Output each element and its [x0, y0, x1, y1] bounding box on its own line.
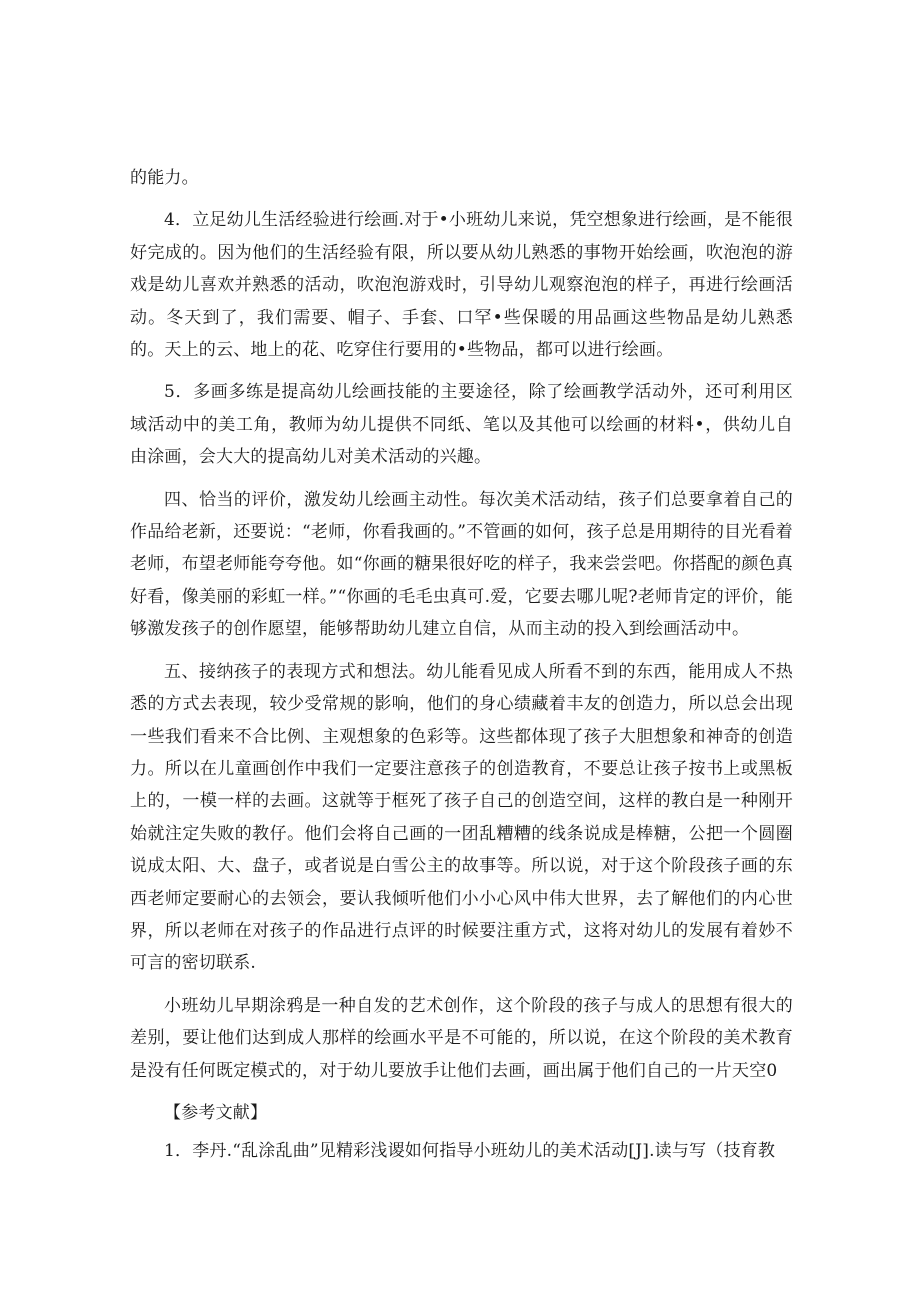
paragraph-section-4: 四、恰当的评价，激发幼儿绘画主动性。每次美术活动结，孩子们总要拿着自己的作品给老新，还要说：“老师，你看我画的。”不管画的如何，孩子总是用期待的目光看着老师，布望老师能夸夸他。如“你画的糖果很好吃的样子，我来尝尝吧。你搭配的颜色真好看，像美丽的彩虹一样。”“你画的毛毛虫真可.爱，它要去哪儿呢?老师肯定的评价，能够激发孩子的创作愿望，能够帮助幼儿建立自信，从而主动的投入到绘画活动中。 — [130, 489, 793, 640]
paragraph-section-5: 五、接纳孩子的表现方式和想法。幼儿能看见成人所看不到的东西，能用成人不热悉的方式去表现，较少受常规的影响，他们的身心绩藏着丰友的创造力，所以总会出现一些我们看来不合比例、主观想象的色彩等。这些都体现了孩子大胆想象和神奇的创造力。所以在儿童画创作中我们一定要注意孩子的创造教育，不要总让孩子按书上或黑板上的，一模一样的去画。这就等于框死了孩子自己的创造空间，这样的教白是一种刚开始就注定失败的教仔。他们会将自己画的一团乱糟糟的线条说成是棒糖，公把一个圆圈说成太阳、大、盘子，或者说是白雪公主的故事等。所以说，对于这个阶段孩子画的东西老师定要耐心的去领会，要认我倾听他们小小心风中伟大世界，去了解他们的内心世界，所以老师在对孩子的作品进行点评的时候要注重方式，这将对幼儿的发展有着妙不可言的密切联系. — [130, 661, 793, 974]
paragraph-continuation: 的能力。 — [130, 168, 199, 188]
references-heading: 【参考文献】 — [164, 1102, 268, 1123]
document-body — [130, 162, 793, 1178]
reference-item: 1．李丹.“乱涂乱曲”见精彩浅谡如何指导小班幼儿的美术活动[J].读与写（技育教 — [164, 1141, 776, 1162]
paragraph-item-4: 4．立足幼儿生活经验进行绘画.对于•小班幼儿来说，凭空想象进行绘画，是不能很好完成的。因为他们的生活经验有限，所以要从幼儿熟悉的事物开始绘画，吹泡泡的游戏是幼儿喜欢并熟悉的活动，吹泡泡游戏时，引导幼儿观察泡泡的样子，再进行绘画活动。冬天到了，我们需要、帽子、手套、口罕•些保暖的用品画这些物品是幼儿熟悉的。天上的云、地上的花、吃穿住行要用的•些物品，都可以进行绘画。 — [130, 210, 793, 361]
paragraph-item-5: 5．多画多练是提高幼儿绘画技能的主要途径，除了绘画教学活动外，还可利用区域活动中的美工角，教师为幼儿提供不同纸、笔以及其他可以绘画的材料•，供幼儿自由涂画，会大大的提高幼儿对美术活动的兴趣。 — [130, 382, 793, 468]
paragraph-conclusion: 小班幼儿早期涂鸦是一种自发的艺术创作，这个阶段的孩子与成人的思想有很大的差别，要让他们达到成人那样的绘画水平是不可能的，所以说，在这个阶段的美术教育是没有任何既定模式的，对于幼儿要放手让他们去画，画出属于他们自己的一片天空0 — [130, 995, 793, 1081]
